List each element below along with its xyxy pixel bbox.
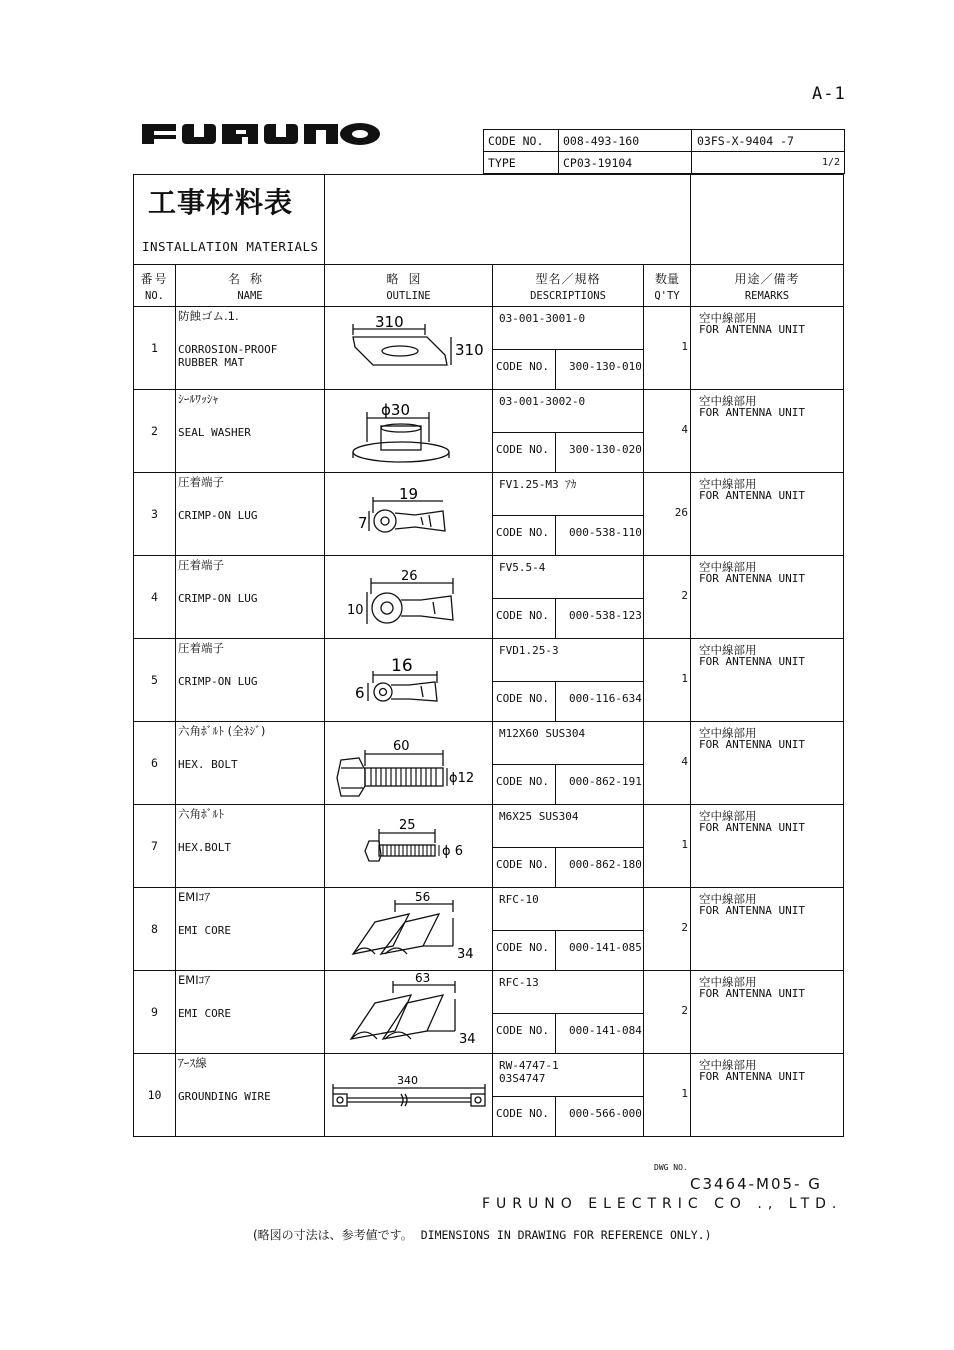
item-code: 000-141-085 [569,941,642,954]
table-row [134,722,844,805]
svg-text:310: 310 [455,341,484,359]
item-remarks: 空中線部用 FOR ANTENNA UNIT [691,888,844,971]
item-remarks: 空中線部用 FOR ANTENNA UNIT [691,390,844,473]
item-name: EMIｺｱ EMI CORE [176,888,325,971]
item-name: 圧着端子 CRIMP-ON LUG [176,639,325,722]
item-outline [325,639,493,722]
item-no: 5 [134,639,176,722]
item-remarks: 空中線部用 FOR ANTENNA UNIT [691,473,844,556]
item-description: FV5.5-4 CODE NO. 000-538-123 [493,556,644,639]
item-qty: 1 [644,307,691,390]
item-no: 9 [134,971,176,1054]
item-remarks: 空中線部用 FOR ANTENNA UNIT [691,805,844,888]
item-name: ｱｰｽ線 GROUNDING WIRE [176,1054,325,1137]
item-name: 六角ﾎﾞﾙﾄ (全ﾈｼﾞ) HEX. BOLT [176,722,325,805]
svg-text:60: 60 [393,739,410,754]
reference-note [253,1226,712,1243]
item-outline [325,1054,493,1137]
drawing-ref: 03FS-X-9404 -7 [692,130,845,152]
code-no-value: 008-493-160 [559,130,692,152]
item-description: FVD1.25-3 CODE NO. 000-116-634 [493,639,644,722]
item-description: RFC-10 CODE NO. 000-141-085 [493,888,644,971]
item-qty: 26 [644,473,691,556]
table-row [134,639,844,722]
table-row [134,1054,844,1137]
page-id: A-1 [812,84,846,104]
col-outline: 略図 OUTLINE [325,265,493,307]
item-no: 7 [134,805,176,888]
dwg-no: C3464-M05- G [690,1175,822,1193]
sheet-number: 1/2 [692,152,845,174]
svg-text:10: 10 [347,603,364,618]
col-no: 番号 NO. [134,265,176,307]
table-row [134,888,844,971]
title-en: INSTALLATION MATERIALS [142,239,319,254]
item-remarks: 空中線部用 FOR ANTENNA UNIT [691,556,844,639]
emi-core-drawing [325,971,493,1053]
crimp-lug-drawing [325,473,493,555]
type-value: CP03-19104 [559,152,692,174]
item-code: 000-566-000 [569,1107,642,1120]
item-no: 8 [134,888,176,971]
item-code: 300-130-010 [569,360,642,373]
svg-text:ϕ 6: ϕ 6 [442,844,463,859]
title-jp: 工事材料表 [148,186,294,219]
item-remarks: 空中線部用 FOR ANTENNA UNIT [691,971,844,1054]
dwg-no-label: DWG NO. [654,1163,688,1172]
item-code: 000-116-634 [569,692,642,705]
item-code: 000-862-191 [569,775,642,788]
svg-text:6: 6 [355,684,365,702]
item-no: 2 [134,390,176,473]
item-name: 圧着端子 CRIMP-ON LUG [176,556,325,639]
item-remarks: 空中線部用 FOR ANTENNA UNIT [691,1054,844,1137]
col-remarks: 用途／備考 REMARKS [691,265,844,307]
item-outline [325,971,493,1054]
code-no-label: CODE NO. [484,130,559,152]
item-no: 10 [134,1054,176,1137]
item-qty: 4 [644,722,691,805]
svg-text:56: 56 [415,890,431,904]
note-jp: (略図の寸法は、参考値です。 [253,1228,413,1242]
table-row [134,971,844,1054]
item-remarks: 空中線部用 FOR ANTENNA UNIT [691,307,844,390]
item-outline [325,556,493,639]
item-remarks: 空中線部用 FOR ANTENNA UNIT [691,639,844,722]
item-code: 000-538-123 [569,609,642,622]
svg-text:340: 340 [397,1074,418,1087]
company-name: FURUNO ELECTRIC CO ., LTD. [482,1196,843,1212]
item-description: FV1.25-M3 ｱｶ CODE NO. 000-538-110 [493,473,644,556]
item-description: RFC-13 CODE NO. 000-141-084 [493,971,644,1054]
materials-table [133,174,844,1137]
svg-text:16: 16 [391,656,413,676]
item-name: ｼｰﾙﾜｯｼｬ SEAL WASHER [176,390,325,473]
hex-bolt-drawing [325,805,493,887]
svg-text:ϕ30: ϕ30 [381,401,410,419]
item-code: 000-141-084 [569,1024,642,1037]
item-no: 4 [134,556,176,639]
item-no: 3 [134,473,176,556]
svg-text:63: 63 [415,971,431,985]
col-qty: 数量 Q'TY [644,265,691,307]
item-description: 03-001-3002-0 CODE NO. 300-130-020 [493,390,644,473]
item-description: RW-4747-1 03S4747 CODE NO. 000-566-000 [493,1054,644,1137]
table-row [134,473,844,556]
item-no: 1 [134,307,176,390]
item-description: M12X60 SUS304 CODE NO. 000-862-191 [493,722,644,805]
title-blank-right [691,175,844,265]
title-blank [325,175,691,265]
item-outline [325,888,493,971]
svg-text:26: 26 [401,569,418,584]
item-qty: 4 [644,390,691,473]
header-code-table [483,129,845,174]
item-qty: 1 [644,639,691,722]
type-label: TYPE [484,152,559,174]
item-qty: 2 [644,888,691,971]
svg-text:ϕ12: ϕ12 [449,771,475,786]
item-code: 000-862-180 [569,858,642,871]
item-outline [325,722,493,805]
item-qty: 2 [644,556,691,639]
table-row [134,307,844,390]
item-qty: 2 [644,971,691,1054]
grounding-wire-drawing [325,1054,493,1136]
hex-bolt-drawing [325,722,493,804]
svg-text:310: 310 [375,313,404,331]
table-row [134,556,844,639]
rubber-mat-drawing [325,307,493,389]
item-name: 六角ﾎﾞﾙﾄ HEX.BOLT [176,805,325,888]
title-cell [134,175,325,265]
svg-text:25: 25 [399,818,416,833]
item-outline [325,390,493,473]
item-outline [325,473,493,556]
table-row [134,805,844,888]
item-qty: 1 [644,1054,691,1137]
item-name: 防蝕ゴム.1. CORROSION-PROOF RUBBER MAT [176,307,325,390]
crimp-lug-drawing [325,556,493,638]
svg-text:7: 7 [358,514,368,532]
svg-text:19: 19 [399,485,419,503]
furuno-logo [142,122,382,146]
crimp-lug-drawing [325,639,493,721]
item-remarks: 空中線部用 FOR ANTENNA UNIT [691,722,844,805]
seal-washer-drawing [325,390,493,472]
item-no: 6 [134,722,176,805]
item-code: 300-130-020 [569,443,642,456]
svg-text:34: 34 [459,1032,476,1047]
col-descriptions: 型名／規格 DESCRIPTIONS [493,265,644,307]
svg-text:34: 34 [457,947,474,962]
item-name: 圧着端子 CRIMP-ON LUG [176,473,325,556]
item-qty: 1 [644,805,691,888]
emi-core-drawing [325,888,493,970]
item-code: 000-538-110 [569,526,642,539]
item-outline [325,307,493,390]
item-name: EMIｺｱ EMI CORE [176,971,325,1054]
item-description: M6X25 SUS304 CODE NO. 000-862-180 [493,805,644,888]
item-outline [325,805,493,888]
col-name: 名称 NAME [176,265,325,307]
note-en: DIMENSIONS IN DRAWING FOR REFERENCE ONLY.) [420,1228,712,1242]
item-description: 03-001-3001-0 CODE NO. 300-130-010 [493,307,644,390]
table-row [134,390,844,473]
